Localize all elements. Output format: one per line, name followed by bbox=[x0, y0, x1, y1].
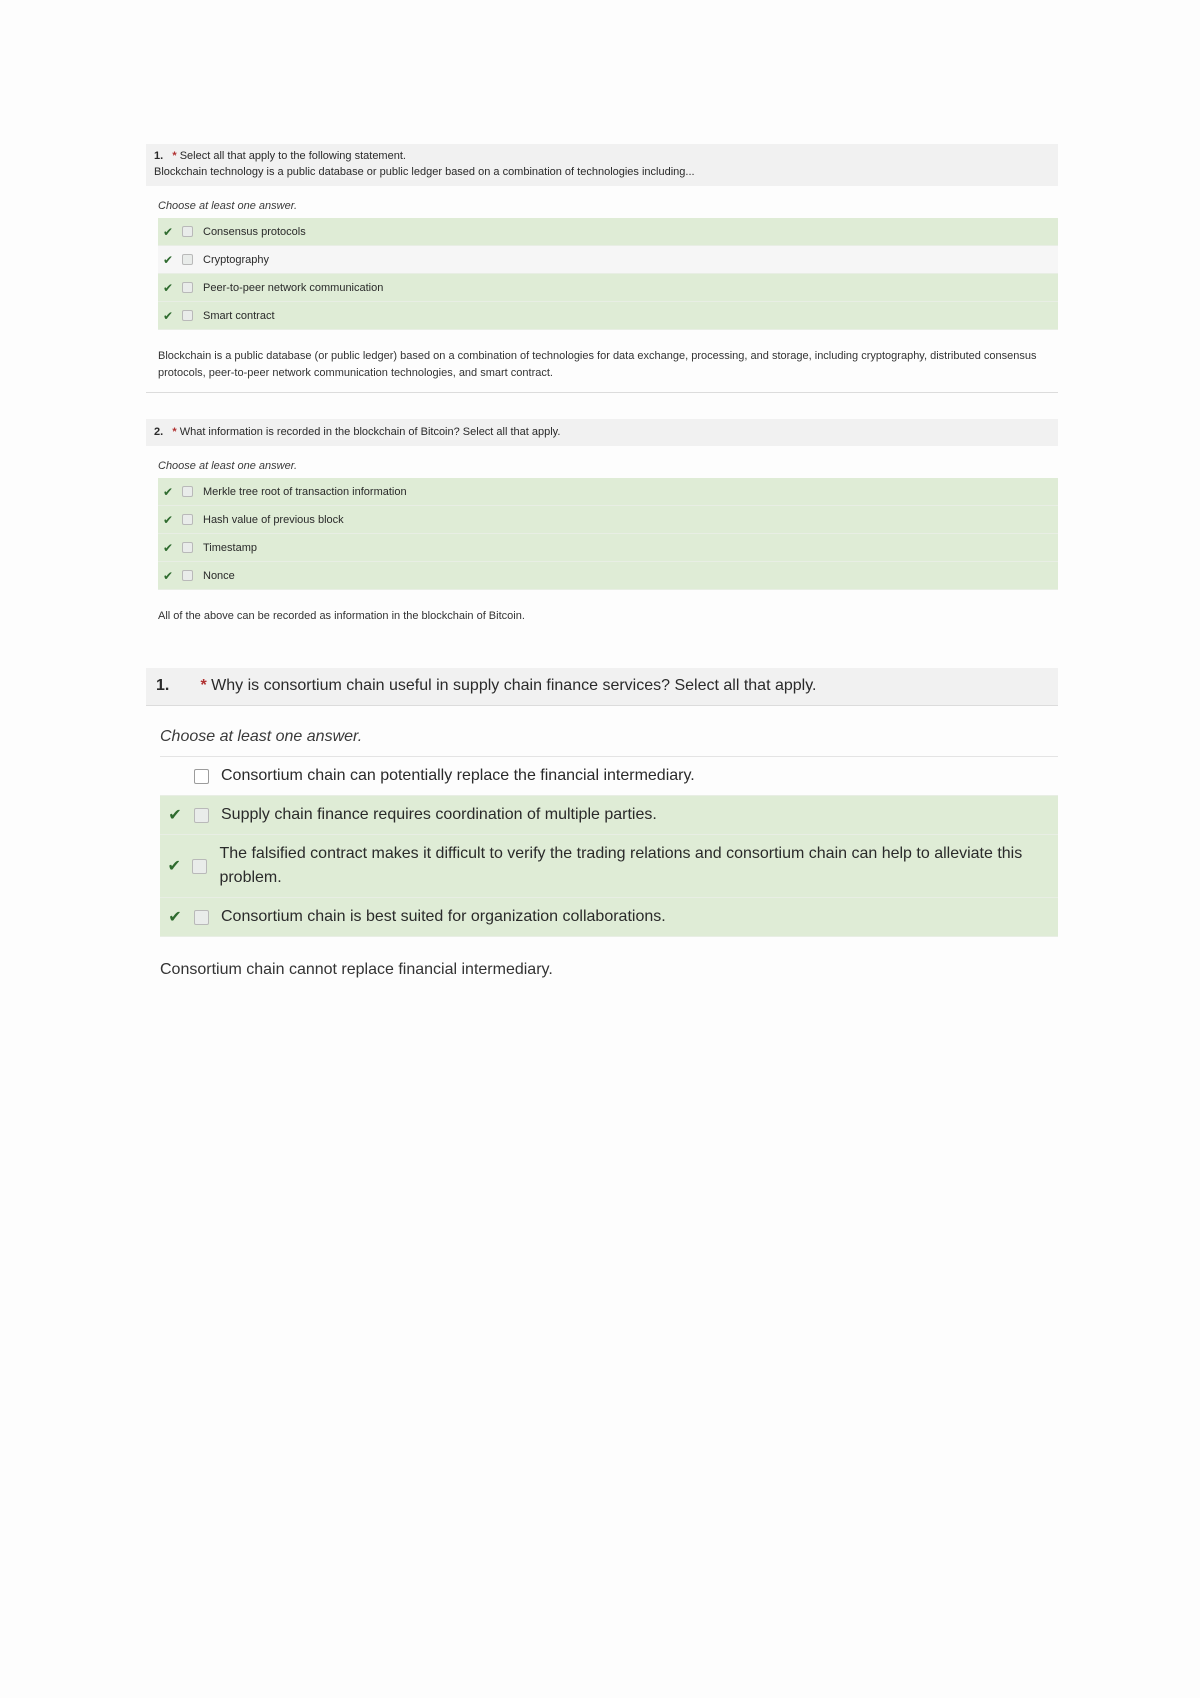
answer-instruction: Choose at least one answer. bbox=[158, 460, 298, 472]
check-icon: ✔ bbox=[168, 909, 182, 926]
question-statement: Blockchain technology is a public database or public ledger based on a combination of technologies including... bbox=[154, 166, 695, 178]
answer-label: The falsified contract makes it difficult to verify the trading relations and consortium chain can help to alleviate this problem. bbox=[219, 845, 1023, 886]
question-number: 1. bbox=[156, 677, 170, 694]
answer-label: Consortium chain can potentially replace the financial intermediary. bbox=[221, 767, 695, 784]
answer-option[interactable] bbox=[158, 562, 1058, 590]
answer-option[interactable] bbox=[160, 835, 1058, 898]
required-mark: * bbox=[172, 150, 177, 162]
check-icon: ✔ bbox=[162, 568, 174, 583]
answer-option[interactable] bbox=[158, 218, 1058, 246]
answer-label: Smart contract bbox=[203, 309, 275, 322]
check-icon: ✔ bbox=[162, 512, 174, 527]
checkbox-icon[interactable] bbox=[182, 282, 193, 293]
checkbox-icon[interactable] bbox=[182, 254, 193, 265]
checkbox-icon[interactable] bbox=[182, 542, 193, 553]
checkbox-icon[interactable] bbox=[182, 570, 193, 581]
answer-instruction: Choose at least one answer. bbox=[158, 200, 298, 212]
answer-list bbox=[158, 218, 1058, 330]
answer-option[interactable] bbox=[160, 756, 1058, 796]
check-icon: ✔ bbox=[162, 308, 174, 323]
required-mark: * bbox=[172, 426, 177, 438]
answer-option[interactable] bbox=[160, 796, 1058, 835]
question-prompt: Select all that apply to the following statement. bbox=[179, 150, 406, 162]
question-header bbox=[146, 419, 1058, 446]
answer-label: Consensus protocols bbox=[203, 225, 306, 238]
answer-option[interactable] bbox=[158, 246, 1058, 274]
checkbox-icon[interactable] bbox=[182, 514, 193, 525]
check-icon: ✔ bbox=[162, 224, 174, 239]
question-header bbox=[146, 668, 1058, 706]
question-prompt: Why is consortium chain useful in supply chain finance services? Select all that apply. bbox=[211, 677, 817, 694]
check-icon: ✔ bbox=[167, 858, 181, 875]
answer-label: Nonce bbox=[203, 569, 235, 582]
answer-label: Merkle tree root of transaction information bbox=[203, 485, 407, 498]
required-mark: * bbox=[200, 677, 207, 694]
answer-label: Supply chain finance requires coordination of multiple parties. bbox=[221, 806, 657, 823]
answer-option[interactable] bbox=[160, 898, 1058, 937]
answer-list bbox=[158, 478, 1058, 590]
checkbox-icon[interactable] bbox=[194, 808, 209, 823]
checkbox-icon[interactable] bbox=[194, 769, 209, 784]
question-number: 2. bbox=[154, 426, 164, 438]
answer-option[interactable] bbox=[158, 478, 1058, 506]
answer-option[interactable] bbox=[158, 302, 1058, 330]
check-icon: ✔ bbox=[168, 807, 182, 824]
check-icon: ✔ bbox=[162, 540, 174, 555]
answer-label: Timestamp bbox=[203, 541, 257, 554]
answer-option[interactable] bbox=[158, 534, 1058, 562]
answer-label: Consortium chain is best suited for organization collaborations. bbox=[221, 908, 666, 925]
check-icon: ✔ bbox=[162, 252, 174, 267]
question-header bbox=[146, 144, 1058, 186]
question-1-block bbox=[146, 144, 1058, 393]
checkbox-icon[interactable] bbox=[192, 859, 207, 874]
answer-explanation: Consortium chain cannot replace financial intermediary. bbox=[160, 961, 553, 978]
checkbox-icon[interactable] bbox=[182, 226, 193, 237]
answer-instruction: Choose at least one answer. bbox=[160, 728, 363, 745]
answer-label: Cryptography bbox=[203, 253, 270, 266]
answer-option[interactable] bbox=[158, 506, 1058, 534]
answer-explanation: Blockchain is a public database (or public ledger) based on a combination of technologies for data exchange, processing, and storage, including cryptography, distributed consensus protocols, peer-to-peer network communication technologies, and smart contract. bbox=[146, 330, 1058, 393]
answer-label: Peer-to-peer network communication bbox=[203, 281, 384, 294]
checkbox-icon[interactable] bbox=[194, 910, 209, 925]
question-number: 1. bbox=[154, 150, 164, 162]
checkbox-icon[interactable] bbox=[182, 310, 193, 321]
answer-list bbox=[160, 756, 1058, 937]
question-3-block bbox=[146, 668, 1058, 1003]
answer-explanation: All of the above can be recorded as information in the blockchain of Bitcoin. bbox=[158, 610, 525, 622]
answer-label: Hash value of previous block bbox=[203, 513, 344, 526]
check-icon: ✔ bbox=[162, 484, 174, 499]
checkbox-icon[interactable] bbox=[182, 486, 193, 497]
question-prompt: What information is recorded in the blockchain of Bitcoin? Select all that apply. bbox=[179, 426, 561, 438]
answer-option[interactable] bbox=[158, 274, 1058, 302]
check-icon: ✔ bbox=[162, 280, 174, 295]
question-2-block bbox=[146, 419, 1058, 630]
